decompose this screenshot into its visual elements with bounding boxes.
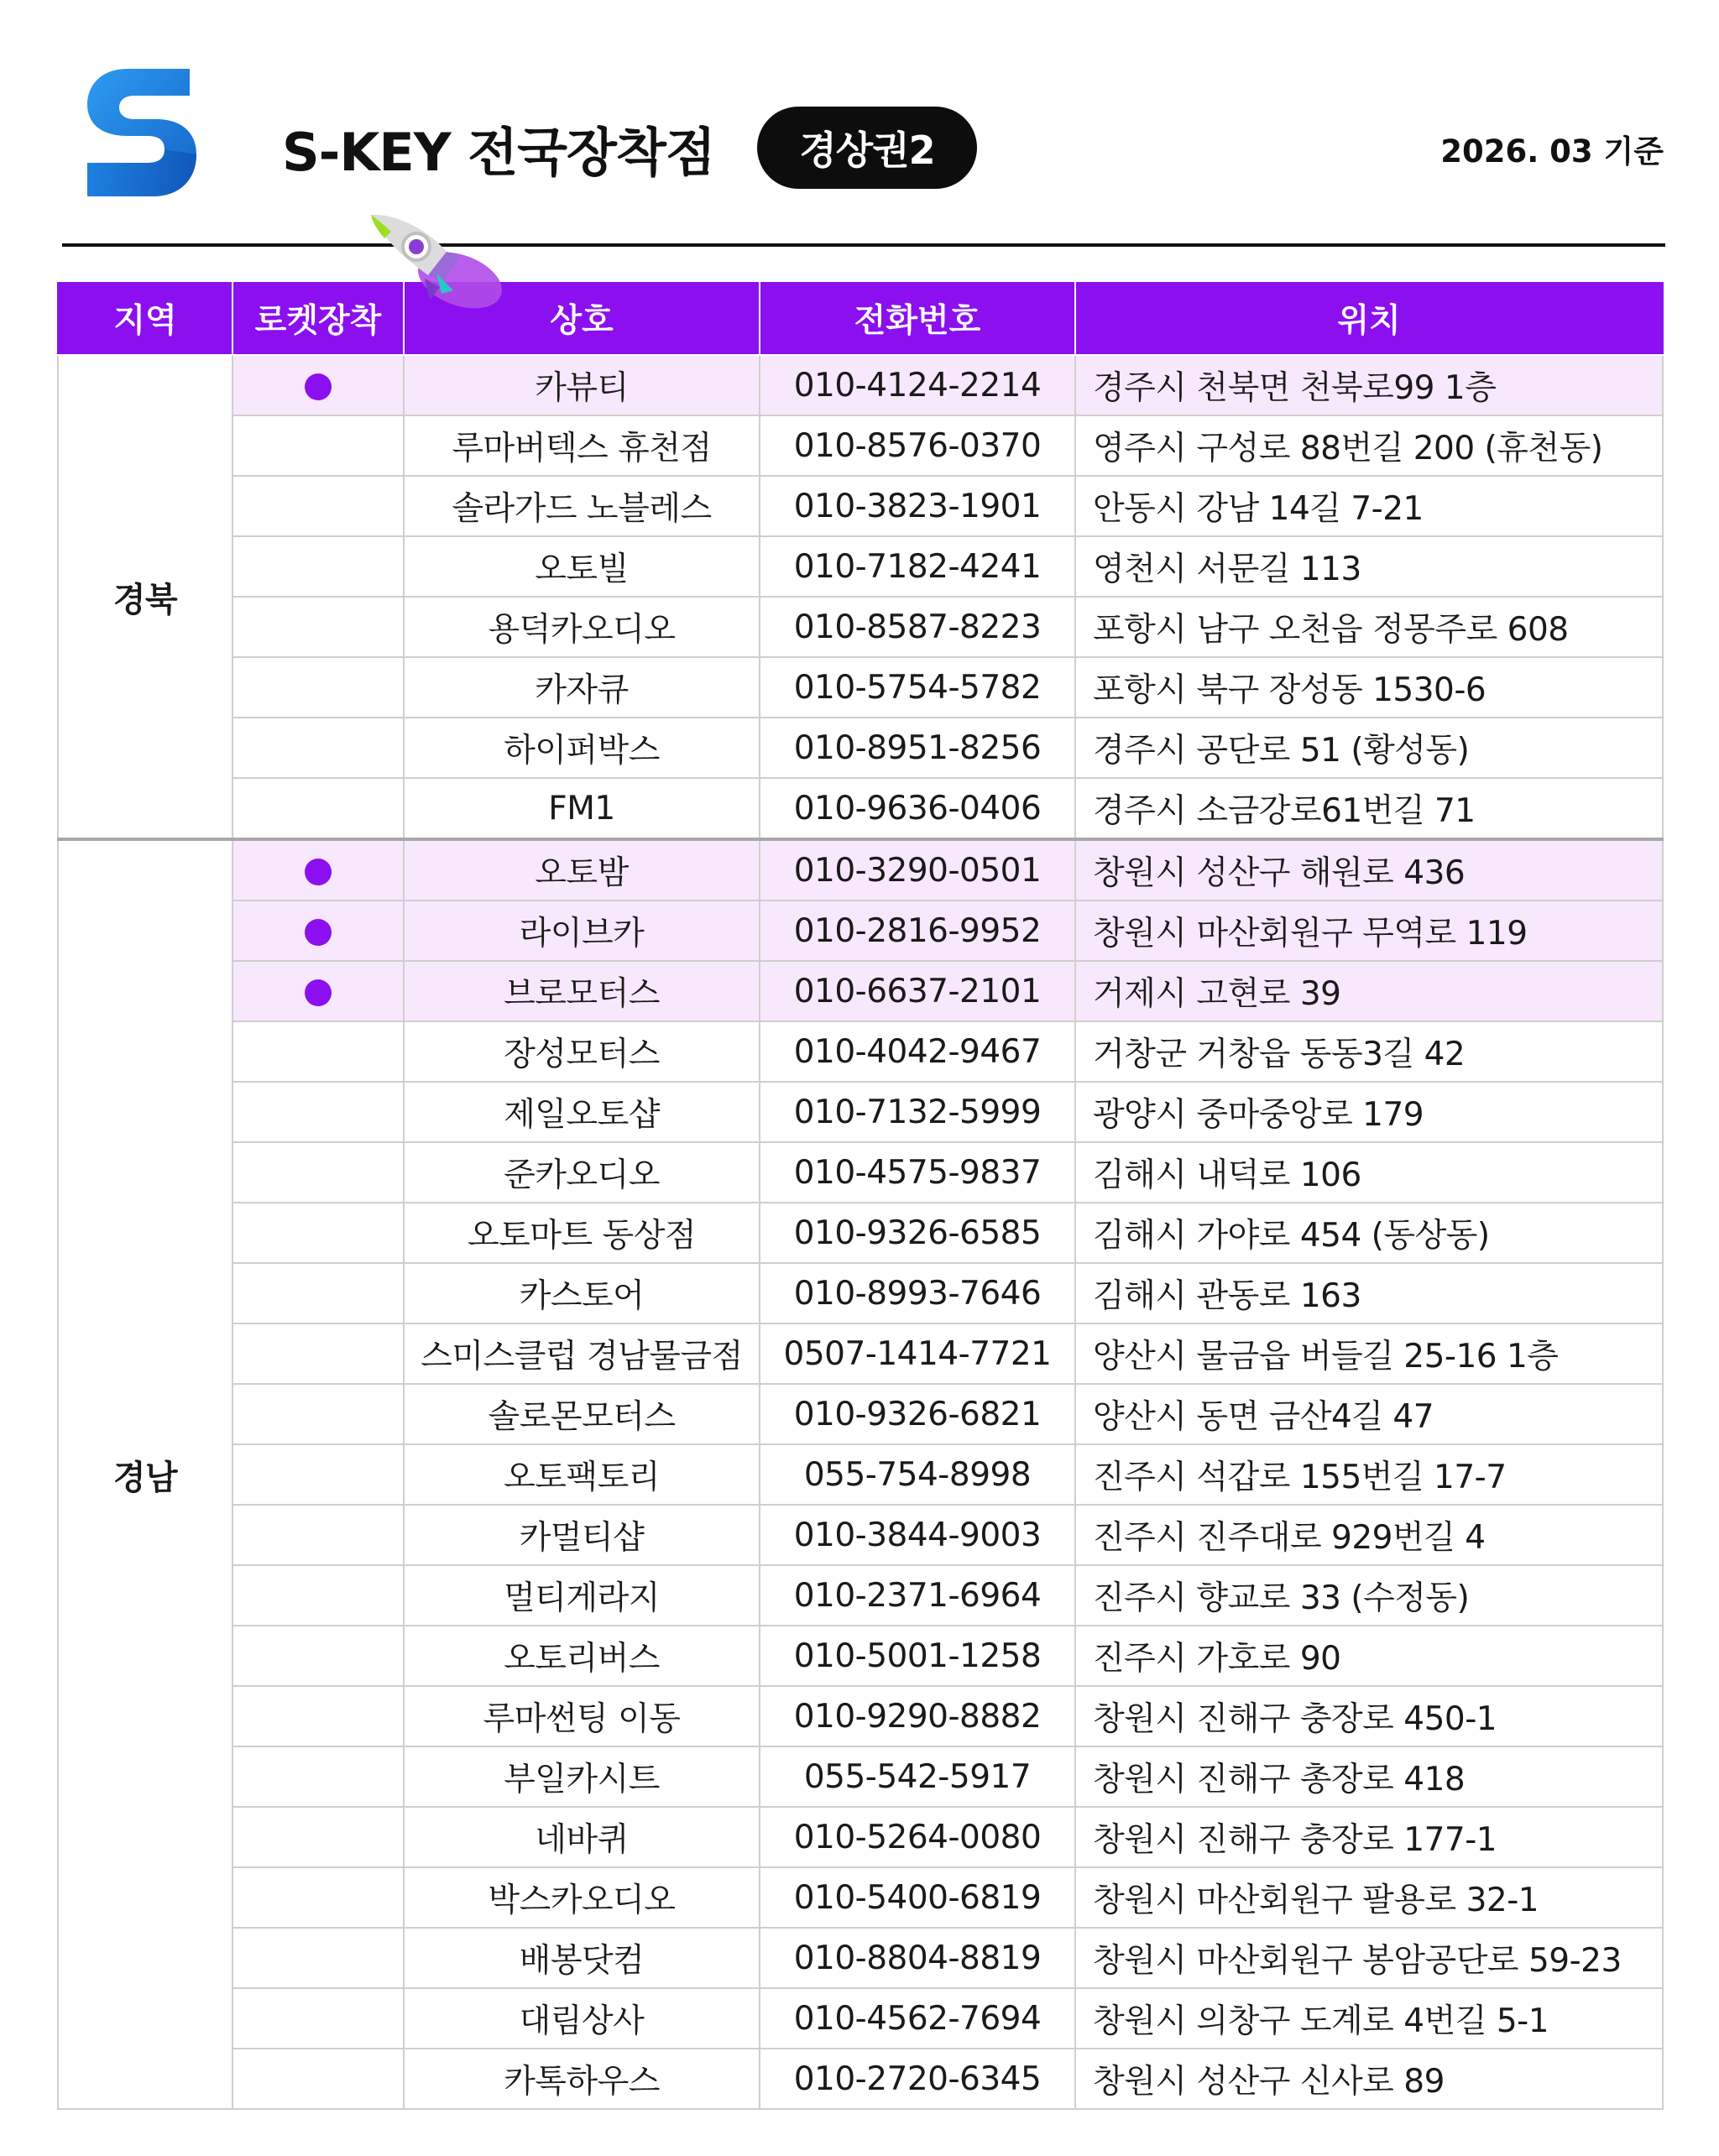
table-row [58, 718, 1663, 778]
rocket-cell [233, 1867, 404, 1928]
phone-cell: 010-2371-6964 [760, 1565, 1075, 1626]
rocket-cell [233, 1505, 404, 1565]
rocket-cell [233, 476, 404, 536]
phone-cell: 010-4575-9837 [760, 1142, 1075, 1203]
location-cell: 창원시 진해구 충장로 450-1 [1075, 1686, 1663, 1746]
phone-cell: 010-6637-2101 [760, 961, 1075, 1021]
store-name-cell: 라이브카 [404, 901, 760, 961]
phone-cell: 055-754-8998 [760, 1444, 1075, 1505]
location-cell: 창원시 의창구 도계로 4번길 5-1 [1075, 1988, 1663, 2049]
location-cell: 진주시 향교로 33 (수정동) [1075, 1565, 1663, 1626]
location-cell: 창원시 성산구 해원로 436 [1075, 839, 1663, 901]
table-body [58, 355, 1663, 2109]
store-name-cell: 배봉닷컴 [404, 1928, 760, 1988]
store-name-cell: 카스토어 [404, 1263, 760, 1323]
phone-cell: 010-9290-8882 [760, 1686, 1075, 1746]
table-row [58, 2049, 1663, 2109]
phone-cell: 010-9326-6821 [760, 1384, 1075, 1444]
store-name-cell: 브로모터스 [404, 961, 760, 1021]
location-cell: 경주시 공단로 51 (황성동) [1075, 718, 1663, 778]
column-header-phone: 전화번호 [760, 282, 1075, 355]
phone-cell: 010-7132-5999 [760, 1082, 1075, 1142]
location-cell: 포항시 북구 장성동 1530-6 [1075, 657, 1663, 718]
location-cell: 거제시 고현로 39 [1075, 961, 1663, 1021]
location-cell: 창원시 마산회원구 무역로 119 [1075, 901, 1663, 961]
store-name-cell: 카톡하우스 [404, 2049, 760, 2109]
store-name-cell: 박스카오디오 [404, 1867, 760, 1928]
phone-cell: 010-3290-0501 [760, 839, 1075, 901]
location-cell: 김해시 관동로 163 [1075, 1263, 1663, 1323]
phone-cell: 010-3823-1901 [760, 476, 1075, 536]
phone-cell: 010-8993-7646 [760, 1263, 1075, 1323]
table-row [58, 597, 1663, 657]
store-name-cell: 카멀티샵 [404, 1505, 760, 1565]
date-label: 2026. 03 기준 [1440, 133, 1664, 170]
phone-cell: 010-8951-8256 [760, 718, 1075, 778]
store-name-cell: 제일오토샵 [404, 1082, 760, 1142]
table-row [58, 1807, 1663, 1867]
store-name-cell: 루마썬팅 이동 [404, 1686, 760, 1746]
rocket-cell [233, 1626, 404, 1686]
phone-cell: 055-542-5917 [760, 1746, 1075, 1807]
table-row [58, 657, 1663, 718]
table-row [58, 355, 1663, 415]
store-name-cell: 대림상사 [404, 1988, 760, 2049]
store-name-cell: 솔로몬모터스 [404, 1384, 760, 1444]
rocket-cell [233, 1142, 404, 1203]
phone-cell: 010-9326-6585 [760, 1203, 1075, 1263]
rocket-cell [233, 1444, 404, 1505]
table-row [58, 1203, 1663, 1263]
table-row [58, 901, 1663, 961]
phone-cell: 010-5754-5782 [760, 657, 1075, 718]
rocket-cell [233, 657, 404, 718]
rocket-cell [233, 1323, 404, 1384]
rocket-cell [233, 1988, 404, 2049]
phone-cell: 010-8804-8819 [760, 1928, 1075, 1988]
phone-cell: 010-5400-6819 [760, 1867, 1075, 1928]
rocket-cell [233, 2049, 404, 2109]
location-cell: 창원시 진해구 총장로 418 [1075, 1746, 1663, 1807]
location-cell: 경주시 소금강로61번길 71 [1075, 778, 1663, 839]
location-cell: 영주시 구성로 88번길 200 (휴천동) [1075, 415, 1663, 476]
phone-cell: 010-7182-4241 [760, 536, 1075, 597]
rocket-cell [233, 961, 404, 1021]
table-row [58, 1444, 1663, 1505]
location-cell: 경주시 천북면 천북로99 1층 [1075, 355, 1663, 415]
location-cell: 진주시 가호로 90 [1075, 1626, 1663, 1686]
location-cell: 창원시 마산회원구 봉암공단로 59-23 [1075, 1928, 1663, 1988]
store-name-cell: 루마버텍스 휴천점 [404, 415, 760, 476]
rocket-cell [233, 1928, 404, 1988]
rocket-cell [233, 839, 404, 901]
table-row [58, 961, 1663, 1021]
rocket-cell [233, 778, 404, 839]
rocket-cell [233, 1807, 404, 1867]
store-name-cell: 네바퀴 [404, 1807, 760, 1867]
table-row [58, 1021, 1663, 1082]
purple-dot-icon [305, 979, 332, 1006]
rocket-cell [233, 1203, 404, 1263]
table-row [58, 1505, 1663, 1565]
phone-cell: 010-5264-0080 [760, 1807, 1075, 1867]
table-row [58, 1867, 1663, 1928]
store-table [57, 282, 1664, 2110]
table-row [58, 1746, 1663, 1807]
store-name-cell: 장성모터스 [404, 1021, 760, 1082]
location-cell: 창원시 마산회원구 팔용로 32-1 [1075, 1867, 1663, 1928]
table-row [58, 415, 1663, 476]
header-divider [62, 243, 1665, 247]
phone-cell: 010-2720-6345 [760, 2049, 1075, 2109]
location-cell: 안동시 강남 14길 7-21 [1075, 476, 1663, 536]
purple-dot-icon [305, 919, 332, 946]
rocket-cell [233, 1021, 404, 1082]
location-cell: 거창군 거창읍 동동3길 42 [1075, 1021, 1663, 1082]
store-name-cell: 준카오디오 [404, 1142, 760, 1203]
phone-cell: 010-4042-9467 [760, 1021, 1075, 1082]
store-name-cell: 카자큐 [404, 657, 760, 718]
location-cell: 창원시 진해구 충장로 177-1 [1075, 1807, 1663, 1867]
phone-cell: 0507-1414-7721 [760, 1323, 1075, 1384]
table-row [58, 1988, 1663, 2049]
table-row [58, 1082, 1663, 1142]
location-cell: 광양시 중마중앙로 179 [1075, 1082, 1663, 1142]
phone-cell: 010-8587-8223 [760, 597, 1075, 657]
rocket-cell [233, 1686, 404, 1746]
rocket-cell [233, 355, 404, 415]
store-name-cell: 솔라가드 노블레스 [404, 476, 760, 536]
table-row [58, 1686, 1663, 1746]
rocket-cell [233, 1082, 404, 1142]
location-cell: 김해시 가야로 454 (동상동) [1075, 1203, 1663, 1263]
phone-cell: 010-2816-9952 [760, 901, 1075, 961]
s-logo-icon [82, 62, 201, 205]
table-row [58, 1323, 1663, 1384]
store-name-cell: 오토밤 [404, 839, 760, 901]
store-name-cell: 멀티게라지 [404, 1565, 760, 1626]
rocket-cell [233, 718, 404, 778]
region-badge: 경상권2 [757, 107, 977, 189]
table-row [58, 536, 1663, 597]
table-row [58, 1928, 1663, 1988]
rocket-cell [233, 1565, 404, 1626]
column-header-location: 위치 [1075, 282, 1663, 355]
location-cell: 진주시 진주대로 929번길 4 [1075, 1505, 1663, 1565]
location-cell: 김해시 내덕로 106 [1075, 1142, 1663, 1203]
column-header-rocket: 로켓장착 [233, 282, 404, 355]
location-cell: 양산시 물금읍 버들길 25-16 1층 [1075, 1323, 1663, 1384]
table-row [58, 1142, 1663, 1203]
store-name-cell: 스미스클럽 경남물금점 [404, 1323, 760, 1384]
table-row [58, 1384, 1663, 1444]
phone-cell: 010-9636-0406 [760, 778, 1075, 839]
page-header [0, 0, 1719, 252]
region-cell: 경남 [58, 839, 233, 2109]
purple-dot-icon [305, 859, 332, 885]
rocket-cell [233, 1263, 404, 1323]
rocket-cell [233, 415, 404, 476]
location-cell: 포항시 남구 오천읍 정몽주로 608 [1075, 597, 1663, 657]
table-row [58, 839, 1663, 901]
region-cell: 경북 [58, 355, 233, 839]
phone-cell: 010-4562-7694 [760, 1988, 1075, 2049]
store-name-cell: 용덕카오디오 [404, 597, 760, 657]
store-name-cell: 오토리버스 [404, 1626, 760, 1686]
phone-cell: 010-3844-9003 [760, 1505, 1075, 1565]
table-row [58, 1263, 1663, 1323]
phone-cell: 010-5001-1258 [760, 1626, 1075, 1686]
store-name-cell: 오토팩토리 [404, 1444, 760, 1505]
store-name-cell: 하이퍼박스 [404, 718, 760, 778]
column-header-region: 지역 [58, 282, 233, 355]
store-name-cell: 오토빌 [404, 536, 760, 597]
location-cell: 양산시 동면 금산4길 47 [1075, 1384, 1663, 1444]
rocket-cell [233, 901, 404, 961]
store-name-cell: FM1 [404, 778, 760, 839]
table-header-row [58, 282, 1663, 355]
table-row [58, 476, 1663, 536]
column-header-name: 상호 [404, 282, 760, 355]
store-name-cell: 부일카시트 [404, 1746, 760, 1807]
table-row [58, 778, 1663, 839]
purple-dot-icon [305, 373, 332, 400]
rocket-cell [233, 536, 404, 597]
table-row [58, 1626, 1663, 1686]
store-name-cell: 카뷰티 [404, 355, 760, 415]
page-title: S-KEY 전국장착점 [282, 122, 715, 183]
table-row [58, 1565, 1663, 1626]
rocket-cell [233, 597, 404, 657]
location-cell: 창원시 성산구 신사로 89 [1075, 2049, 1663, 2109]
location-cell: 진주시 석갑로 155번길 17-7 [1075, 1444, 1663, 1505]
rocket-cell [233, 1384, 404, 1444]
rocket-icon [359, 208, 507, 326]
rocket-cell [233, 1746, 404, 1807]
phone-cell: 010-8576-0370 [760, 415, 1075, 476]
store-name-cell: 오토마트 동상점 [404, 1203, 760, 1263]
phone-cell: 010-4124-2214 [760, 355, 1075, 415]
location-cell: 영천시 서문길 113 [1075, 536, 1663, 597]
